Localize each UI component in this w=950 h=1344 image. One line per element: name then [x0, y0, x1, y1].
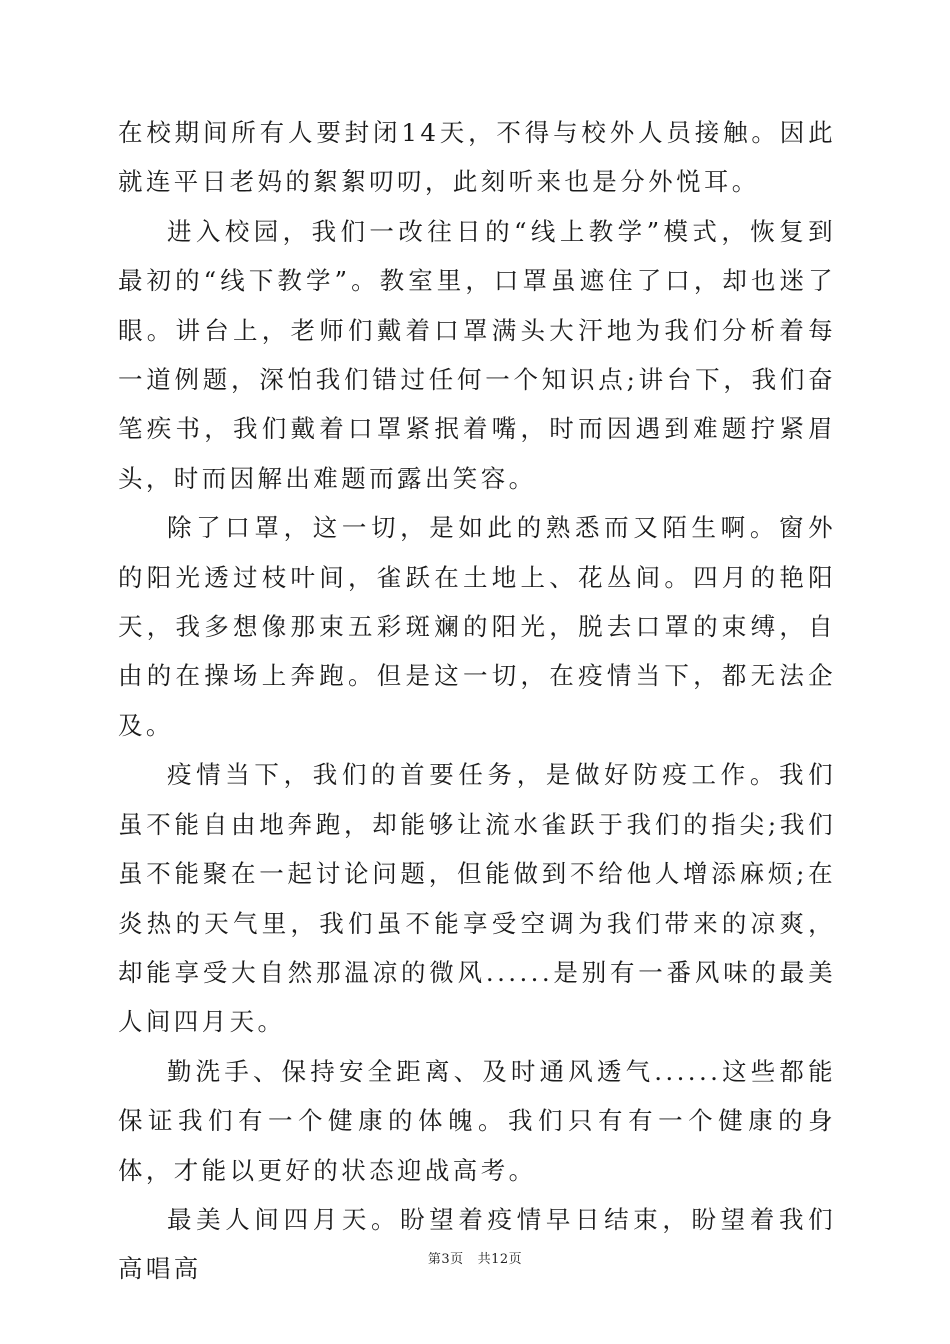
document-body — [118, 108, 836, 1294]
page-number: 第3页 — [427, 1252, 464, 1267]
paragraph-4: 疫情当下，我们的首要任务，是做好防疫工作。我们虽不能自由地奔跑，却能够让流水雀跃于我们的指尖;我们虽不能聚在一起讨论问题，但能做到不给他人增添麻烦;在炎热的天气里，我们虽不能享受空调为我们带来的凉爽，却能享受大自然那温凉的微风......是别有一番风味的最美人间四月天。 — [118, 760, 836, 1037]
paragraph-5: 勤洗手、保持安全距离、及时通风透气......这些都能保证我们有一个健康的体魄。我们只有有一个健康的身体，才能以更好的状态迎战高考。 — [118, 1056, 836, 1185]
page-footer — [0, 1248, 950, 1267]
paragraph-3: 除了口罩，这一切，是如此的熟悉而又陌生啊。窗外的阳光透过枝叶间，雀跃在土地上、花丛间。四月的艳阳天，我多想像那束五彩斑斓的阳光，脱去口罩的束缚，自由的在操场上奔跑。但是这一切，在疫情当下，都无法企及。 — [118, 513, 836, 740]
paragraph-2: 进入校园，我们一改往日的“线上教学”模式，恢复到最初的“线下教学”。教室里，口罩虽遮住了口，却也迷了眼。讲台上，老师们戴着口罩满头大汗地为我们分析着每一道例题，深怕我们错过任何一个知识点;讲台下，我们奋笔疾书，我们戴着口罩紧抿着嘴，时而因遇到难题拧紧眉头，时而因解出难题而露出笑容。 — [118, 216, 836, 493]
paragraph-6: 最美人间四月天。盼望着疫情早日结束，盼望着我们高唱高 — [118, 1204, 836, 1284]
paragraph-1: 在校期间所有人要封闭14天，不得与校外人员接触。因此就连平日老妈的絮絮叨叨，此刻听来也是分外悦耳。 — [118, 118, 836, 197]
page-total: 共12页 — [477, 1252, 523, 1267]
